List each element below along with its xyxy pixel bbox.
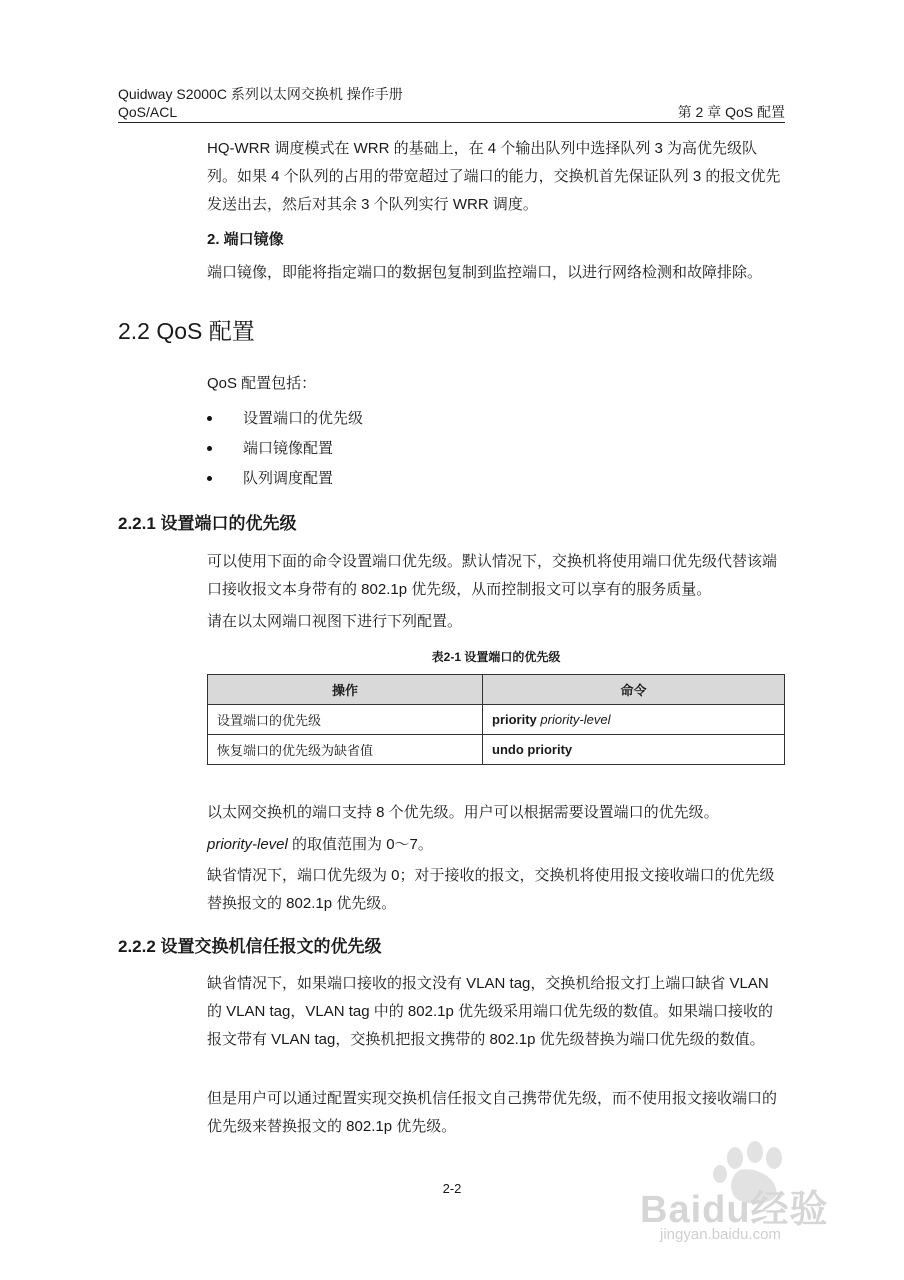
page-number: 2-2 [442, 1181, 462, 1196]
chapter-label: 第 2 章 QoS 配置 [677, 104, 785, 120]
watermark-brand: Baidu经验 [640, 1189, 829, 1231]
hq-wrr-paragraph: HQ-WRR 调度模式在 WRR 的基础上，在 4 个输出队列中选择队列 3 为高优先级队列。如果 4 个队列的占用的带宽超过了端口的能力，交换机首先保证队列 3 的报文优先发送出去，然后对其余 3 个队列实行 WRR 调度。 [207, 140, 781, 213]
table-cell-command: priority priority-level [483, 705, 785, 735]
manual-title: Quidway S2000C 系列以太网交换机 操作手册 [118, 86, 403, 102]
default-priority-paragraph: 缺省情况下，端口优先级为 0；对于接收的报文，交换机将使用报文接收端口的优先级替换报文的 802.1p 优先级。 [207, 867, 775, 912]
vlan-tag-paragraph: 缺省情况下，如果端口接收的报文没有 VLAN tag，交换机给报文打上端口缺省 VLAN 的 VLAN tag，VLAN tag 中的 802.1p 优先级采用端口优先级的数值。如果端口接收的报文带有 VLAN tag，交换机把报文携带的 802.1p 优先级替换为端口优先级的数值。 [207, 975, 773, 1048]
bullet-icon [207, 476, 212, 481]
port-mirror-paragraph: 端口镜像，即能将指定端口的数据包复制到监控端口，以进行网络检测和故障排除。 [207, 264, 763, 281]
column-header-operation: 操作 [208, 675, 483, 705]
port-priority-paragraph: 可以使用下面的命令设置端口优先级。默认情况下，交换机将使用端口优先级代替该端口接收报文本身带有的 802.1p 优先级，从而控制报文可以享有的服务质量。 [207, 553, 778, 598]
table-cell-operation: 设置端口的优先级 [208, 705, 483, 735]
trust-priority-paragraph: 但是用户可以通过配置实现交换机信任报文自己携带优先级，而不使用报文接收端口的优先级来替换报文的 802.1p 优先级。 [207, 1090, 778, 1135]
section-label: QoS/ACL [118, 104, 178, 120]
table-cell-operation: 恢复端口的优先级为缺省值 [208, 735, 483, 765]
table-header-row [208, 675, 785, 705]
list-item: 队列调度配置 [207, 467, 333, 491]
section-2-2-title: 2.2 QoS 配置 [118, 318, 255, 344]
list-item: 端口镜像配置 [207, 437, 333, 461]
priority-count-paragraph: 以太网交换机的端口支持 8 个优先级。用户可以根据需要设置端口的优先级。 [207, 804, 719, 821]
column-header-command: 命令 [483, 675, 785, 705]
table-row [208, 735, 785, 765]
list-item: 设置端口的优先级 [207, 407, 363, 431]
config-view-note: 请在以太网端口视图下进行下列配置。 [207, 613, 463, 630]
baidu-watermark [640, 1140, 880, 1250]
header-divider [118, 122, 785, 123]
section-2-2-2-title: 2.2.2 设置交换机信任报文的优先级 [118, 937, 382, 956]
table-caption: 表2-1 设置端口的优先级 [431, 650, 561, 664]
bullet-icon [207, 416, 212, 421]
section-2-2-1-title: 2.2.1 设置端口的优先级 [118, 514, 297, 533]
watermark-url: jingyan.baidu.com [660, 1226, 781, 1243]
priority-range-paragraph: priority-level 的取值范围为 0～7。 [207, 836, 433, 853]
table-row [208, 705, 785, 735]
table-cell-command: undo priority [483, 735, 785, 765]
bullet-icon [207, 446, 212, 451]
qos-config-lead: QoS 配置包括： [207, 375, 317, 392]
port-priority-table [207, 674, 785, 765]
port-mirror-heading: 2. 端口镜像 [207, 231, 284, 248]
